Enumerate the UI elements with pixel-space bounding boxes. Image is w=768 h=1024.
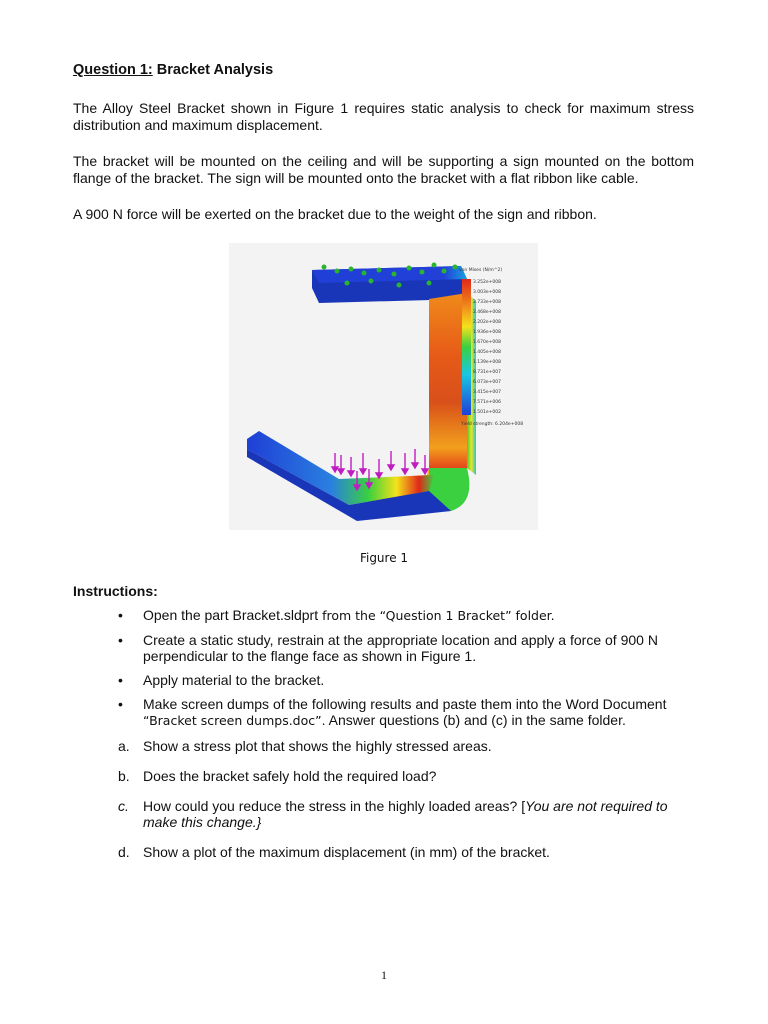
list-item [118,672,696,688]
item-label: b. [118,768,130,784]
legend-value-label: 1.139e+008 [473,360,502,365]
legend-value-label: 8.731e+007 [473,370,502,375]
question-heading [73,62,273,78]
list-item [118,738,696,754]
legend-title: von Mises (N/m^2) [459,268,503,273]
bullet-icon: • [118,696,123,712]
legend-value-label: 3.415e+007 [473,390,502,395]
bracket-stress-figure [229,243,538,530]
bullet-icon: • [118,632,123,648]
bullet-text: Make screen dumps of the following results and paste them into the Word Document [143,696,667,712]
yield-strength-label: Yield strength: 6.204e+008 [461,422,524,427]
bullet-text-folder: from the “Question 1 Bracket” folder. [318,608,555,623]
list-item [118,607,696,624]
list-item [118,632,696,664]
item-text: Show a plot of the maximum displacement (in mm) of the bracket. [143,844,550,860]
bullet-text: Create a static study, restrain at the appropriate location and apply a force of 900 N perpendicular to the flange face as shown in Figure 1. [143,632,658,664]
legend-value-label: 3.252e+008 [473,280,502,285]
legend-value-label: 3.003e+008 [473,290,502,295]
questions-list [118,738,696,860]
bullet-text-end: . Answer questions (b) and (c) in the same folder. [321,712,626,728]
list-item [118,798,696,830]
list-item [118,768,696,784]
bullet-text: Open the part Bracket.sldprt [143,607,319,623]
item-label: a. [118,738,130,754]
force-paragraph: A 900 N force will be exerted on the bracket due to the weight of the sign and ribbon. [73,206,597,222]
stress-legend [459,267,523,427]
item-text: How could you reduce the stress in the highly loaded areas? [ [143,798,526,814]
legend-color-bar [462,279,471,415]
legend-value-label: 2.468e+008 [473,310,502,315]
page-number: 1 [381,968,387,982]
bullet-icon: • [118,607,123,623]
legend-value-label: 1.405e+008 [473,350,502,355]
figure-caption: Figure 1 [359,551,409,565]
bullet-file-name: “Bracket screen dumps.doc” [143,713,322,728]
legend-value-label: 2.733e+008 [473,300,502,305]
item-label: c. [118,798,129,814]
bullet-text: Apply material to the bracket. [143,672,325,688]
question-title: Bracket Analysis [156,62,274,78]
instructions-heading: Instructions: [73,583,158,599]
list-item [118,844,696,860]
legend-value-label: 7.571e+006 [473,400,502,405]
item-text: Does the bracket safely hold the required load? [143,768,437,784]
bracket-stress-plot [229,243,538,530]
mounting-paragraph: The bracket will be mounted on the ceiling and will be supporting a sign mounted on the bottom flange of the bracket. The sign will be mounted onto the bracket with a flat ribbon like cable. [73,153,694,186]
item-label: d. [118,844,130,860]
instructions-bullet-list [118,607,696,737]
intro-paragraph: The Alloy Steel Bracket shown in Figure 1 requires static analysis to check for maximum stress distribution and maximum displacement. [73,100,694,133]
item-text-italic: You are not required to make this change.} [143,798,668,830]
legend-value-label: 2.202e+008 [473,320,502,325]
legend-value-label: 1.670e+008 [473,340,502,345]
question-number: Question 1: [73,62,153,78]
item-text: Show a stress plot that shows the highly stressed areas. [143,738,492,754]
legend-value-label: 1.501e+002 [473,410,502,415]
list-item [118,696,696,729]
legend-value-label: 6.073e+007 [473,380,502,385]
bullet-icon: • [118,672,123,688]
legend-value-label: 1.936e+008 [473,330,502,335]
